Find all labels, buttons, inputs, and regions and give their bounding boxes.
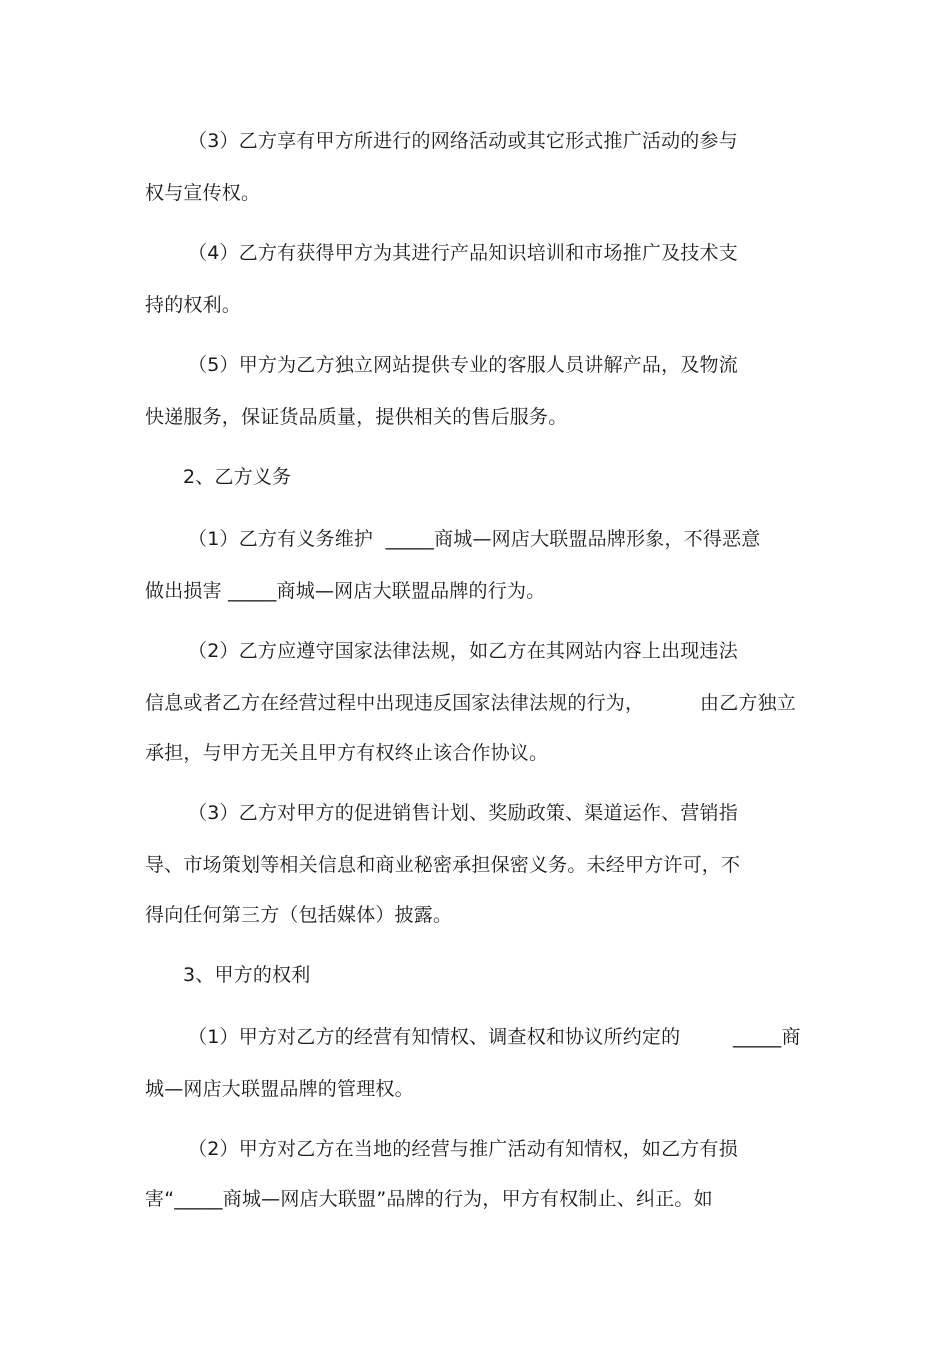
paragraph-line: （3）乙方享有甲方所进行的网络活动或其它形式推广活动的参与 xyxy=(188,130,738,152)
section-heading: 3、甲方的权利 xyxy=(183,964,311,986)
paragraph-line: 信息或者乙方在经营过程中出现违反国家法律法规的行为， xyxy=(145,692,645,714)
section-heading: 2、乙方义务 xyxy=(183,466,292,488)
paragraph-line: 导、市场策划等相关信息和商业秘密承担保密义务。未经甲方许可，不 xyxy=(145,854,741,876)
paragraph-line: 持的权利。 xyxy=(145,294,242,316)
paragraph-line: 由乙方独立 xyxy=(700,692,797,714)
paragraph-line: （2）乙方应遵守国家法律法规，如乙方在其网站内容上出现违法 xyxy=(188,640,738,662)
paragraph-line: （1）甲方对乙方的经营有知情权、调查权和协议所约定的 xyxy=(188,1026,681,1048)
paragraph-line: 做出损害 _____商城—网店大联盟品牌的行为。 xyxy=(145,580,546,602)
paragraph-line: _____商 xyxy=(733,1026,801,1048)
paragraph-line: 承担，与甲方无关且甲方有权终止该合作协议。 xyxy=(145,742,549,764)
paragraph-line: （5）甲方为乙方独立网站提供专业的客服人员讲解产品，及物流 xyxy=(188,354,738,376)
paragraph-line: 得向任何第三方（包括媒体）披露。 xyxy=(145,904,453,926)
paragraph-line: 快递服务，保证货品质量，提供相关的售后服务。 xyxy=(145,406,568,428)
paragraph-line: （2）甲方对乙方在当地的经营与推广活动有知情权，如乙方有损 xyxy=(188,1138,738,1160)
paragraph-line: 城—网店大联盟品牌的管理权。 xyxy=(145,1078,414,1100)
paragraph-line: 害“_____商城—网店大联盟”品牌的行为，甲方有权制止、纠正。如 xyxy=(145,1188,713,1210)
paragraph-line: （1）乙方有义务维护 _____商城—网店大联盟品牌形象，不得恶意 xyxy=(188,528,761,550)
paragraph-line: 权与宣传权。 xyxy=(145,182,261,204)
paragraph-line: （3）乙方对甲方的促进销售计划、奖励政策、渠道运作、营销指 xyxy=(188,802,738,824)
paragraph-line: （4）乙方有获得甲方为其进行产品知识培训和市场推广及技术支 xyxy=(188,242,738,264)
